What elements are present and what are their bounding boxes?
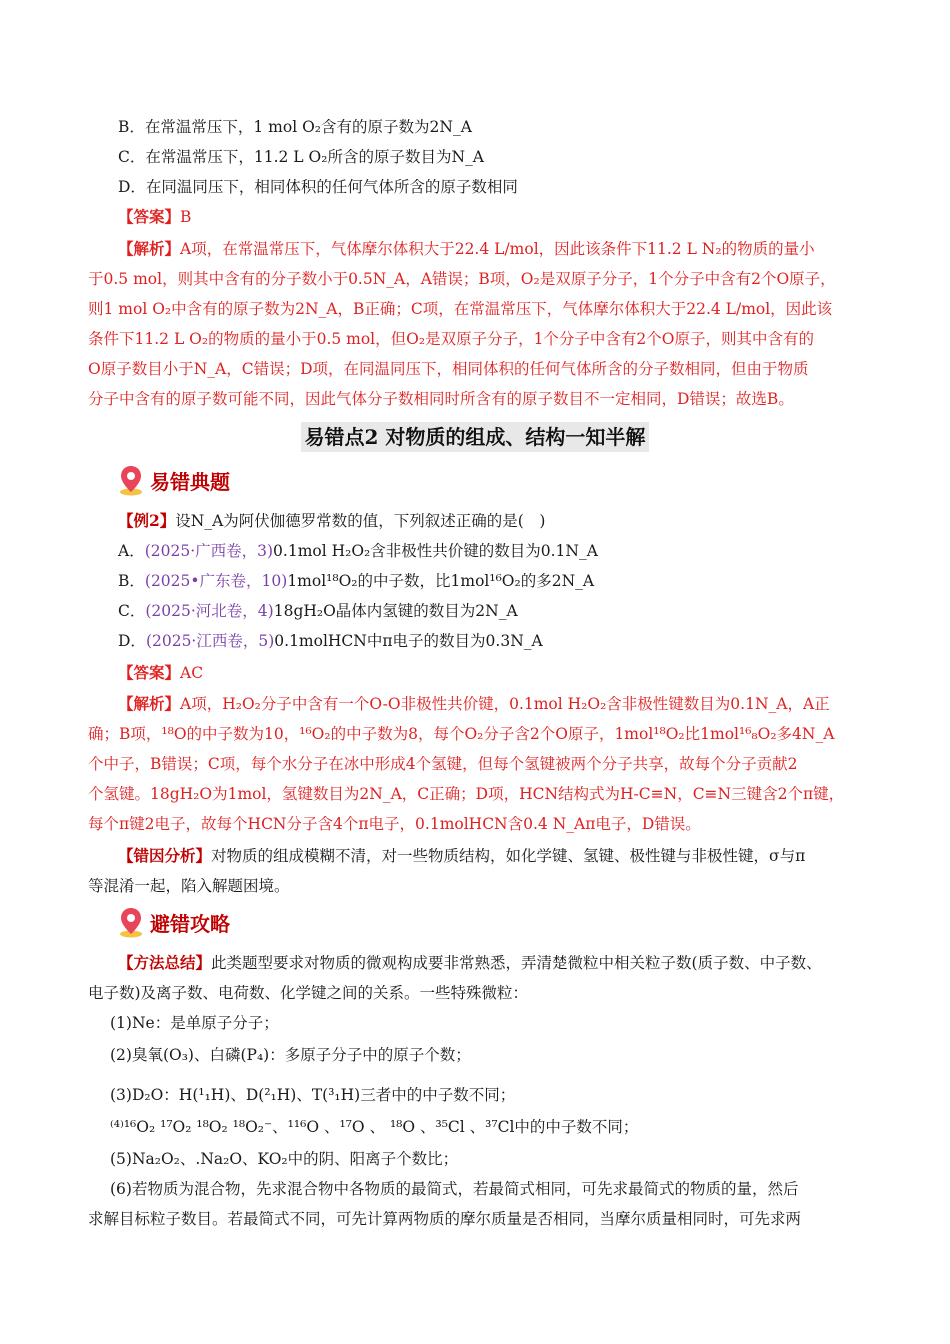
explanation-1-line-3: 则1 mol O₂中含有的原子数为2N_A，B正确；C项，在常温常压下，气体摩尔体积大于22.4 L/mol，因此该 [88,300,833,318]
point-1: (1)Ne：是单原子分子； [110,1014,279,1032]
location-pin-icon [118,906,144,938]
explanation-1-line-4: 条件下11.2 L O₂的物质的量小于0.5 mol，但O₂是双原子分子，1个分子中含有2个O原子，则其中含有的 [88,330,814,348]
example-tag: 【例2】 [118,511,176,530]
source-label: (2025•广东卷，10) [144,572,288,590]
explanation-2-line-4: 个氢键。18gH₂O为1mol，氢键数目为2N_A，C正确；D项，HCN结构式为H-C≡N，C≡N三键含2个π键， [88,785,845,803]
source-label: (2025·广西卷，3) [144,542,274,560]
point-4: ⁽⁴⁾¹⁶O₂ ¹⁷O₂ ¹⁸O₂ ¹⁸O₂⁻、¹¹⁶O 、¹⁷O 、 ¹⁸O 、³⁵Cl 、³⁷Cl中的中子数不同； [110,1118,639,1136]
example-2-question: 【例2】设N_A为阿伏伽德罗常数的值，下列叙述正确的是( ) [118,511,546,530]
explanation-1-line-6: 分子中含有的原子数可能不同，因此气体分子数相同时所含有的原子数目不一定相同，D错误；故选B。 [88,390,794,408]
error-analysis-tag: 【错因分析】 [118,846,212,865]
source-label: (2025·江西卷，5) [145,632,275,650]
point-3: (3)D₂O：H(¹₁H)、D(²₁H)、T(³₁H)三者中的中子数不同； [110,1086,516,1104]
section-heading: 易错点2 对物质的组成、结构一知半解 [0,422,950,454]
explanation-tag: 【解析】 [118,694,181,713]
answer-1 [118,206,908,228]
option-d: D．在同温同压下，相同体积的任何气体所含的原子数相同 [118,178,518,196]
point-2: (2)臭氧(O₃)、白磷(P₄)：多原子分子中的原子个数； [110,1046,471,1064]
subsection-title: 易错典题 [150,469,230,494]
answer-value: B [180,208,192,226]
explanation-1-line-5: O原子数目小于N_A，C错误；D项，在同温同压下，相同体积的任何气体所含的分子数相同，但由于物质 [88,360,809,378]
method-summary-line-1: 【方法总结】此类题型要求对物质的微观构成要非常熟悉，弄清楚微粒中相关粒子数(质子数、中子数、 [118,953,822,972]
option-c: C．在常温常压下，11.2 L O₂所含的原子数目为N_A [118,148,484,166]
explanation-2-line-2: 确；B项，¹⁸O的中子数为10，¹⁶O₂的中子数为8，每个O₂分子含2个O原子，1mol¹⁸O₂比1mol¹⁶₈O₂多4N_A [88,725,835,743]
answer-2 [118,662,908,684]
answer-tag: 【答案】 [118,663,181,682]
point-6-line-2: 求解目标粒子数目。若最简式不同，可先计算两物质的摩尔质量是否相同，当摩尔质量相同时，可先求两 [88,1210,802,1228]
example-2-option-c: C．(2025·河北卷，4)18gH₂O晶体内氢键的数目为2N_A [118,602,518,620]
option-b: B．在常温常压下，1 mol O₂含有的原子数为2N_A [118,118,472,136]
point-5: (5)Na₂O₂、.Na₂O、KO₂中的阴、阳离子个数比； [110,1150,459,1168]
subsection-title: 避错攻略 [150,911,230,936]
explanation-2-line-1: 【解析】A项，H₂O₂分子中含有一个O-O非极性共价键，0.1mol H₂O₂含非极性键数目为0.1N_A，A正 [118,694,830,713]
subsection-avoid-errors [118,904,230,940]
answer-tag: 【答案】 [118,207,181,226]
subsection-typical-errors [118,462,230,498]
explanation-1-line-2: 于0.5 mol，则其中含有的分子数小于0.5N_A，A错误；B项，O₂是双原子分子，1个分子中含有2个O原子， [88,270,836,288]
explanation-tag: 【解析】 [118,239,181,258]
source-label: (2025·河北卷，4) [145,602,274,620]
method-summary-tag: 【方法总结】 [118,953,212,972]
example-2-option-d: D．(2025·江西卷，5)0.1molHCN中π电子的数目为0.3N_A [118,632,543,650]
explanation-2-line-5: 每个π键2电子，故每个HCN分子含4个π电子，0.1molHCN含0.4 N_Aπ电子，D错误。 [88,815,701,833]
explanation-2-line-3: 个中子，B错误；C项，每个水分子在冰中形成4个氢键，但每个氢键被两个分子共享，故每个分子贡献2 [88,755,798,773]
example-2-option-b: B．(2025•广东卷，10)1mol¹⁸O₂的中子数，比1mol¹⁶O₂的多2N_A [118,572,595,590]
point-6-line-1: (6)若物质为混合物，先求混合物中各物质的最简式，若最简式相同，可先求最简式的物质的量，然后 [110,1180,799,1198]
error-analysis-line-2: 等混淆一起，陷入解题困境。 [88,877,290,895]
answer-value: AC [180,664,204,682]
error-analysis-line-1: 【错因分析】对物质的组成模糊不清，对一些物质结构，如化学键、氢键、极性键与非极性键，σ与π [118,846,806,865]
explanation-1-line-1: 【解析】A项，在常温常压下，气体摩尔体积大于22.4 L/mol，因此该条件下11.2 L N₂的物质的量小 [118,239,815,258]
method-summary-line-2: 电子数)及离子数、电荷数、化学键之间的关系。一些特殊微粒： [88,984,529,1002]
location-pin-icon [118,464,144,496]
example-2-option-a: A．(2025·广西卷，3)0.1mol H₂O₂含非极性共价键的数目为0.1N_A [118,542,598,560]
